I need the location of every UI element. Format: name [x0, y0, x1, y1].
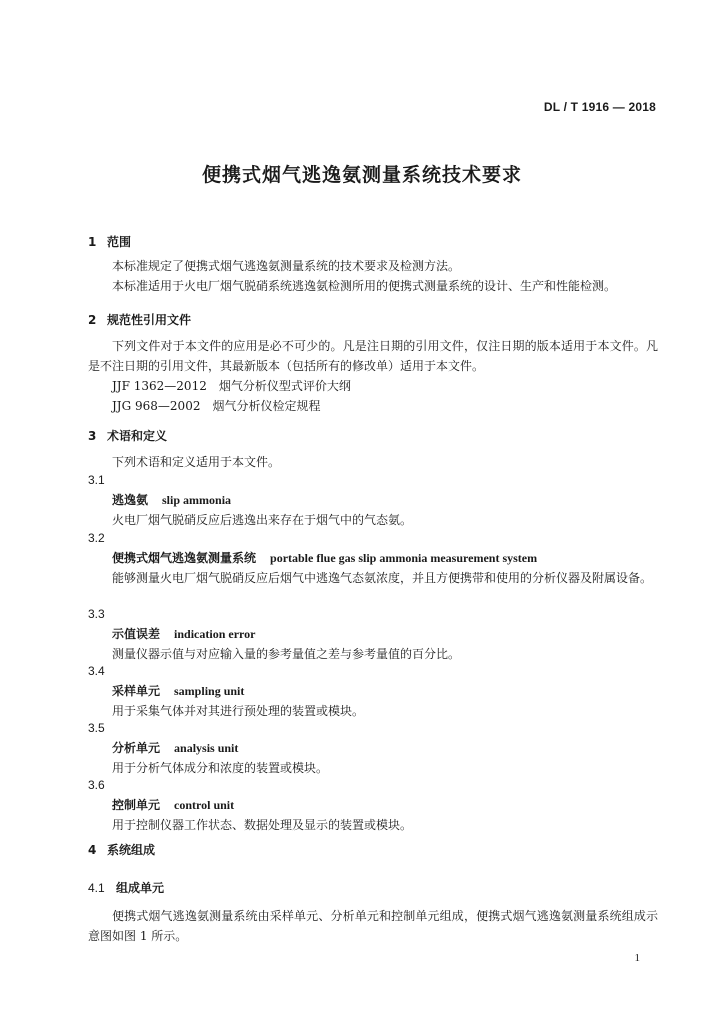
section-3: [88, 426, 658, 472]
subsection-title: 组成单元: [116, 881, 165, 895]
section-number: 4: [88, 843, 97, 857]
term-3-2: [88, 528, 658, 588]
term-3-5: [88, 718, 658, 778]
section-title: 范围: [107, 235, 132, 249]
section-number: 3: [88, 429, 97, 443]
term-en: sampling unit: [174, 684, 245, 698]
subsection-4-1: [88, 878, 658, 946]
subsection-heading: [88, 878, 658, 898]
section-1: [88, 232, 658, 296]
term-zh: 便携式烟气逃逸氨测量系统: [112, 551, 257, 565]
clause-number: 3.2: [88, 531, 105, 545]
term-definition: 用于采集气体并对其进行预处理的装置或模块。: [112, 704, 365, 718]
term-zh: 逃逸氨: [112, 493, 149, 507]
section-heading: [88, 310, 658, 330]
term-definition: 火电厂烟气脱硝反应后逃逸出来存在于烟气中的气态氨。: [112, 513, 413, 527]
term-definition: 测量仪器示值与对应输入量的参考量值之差与参考量值的百分比。: [112, 647, 461, 661]
term-heading: [88, 795, 658, 815]
clause-number: 3.5: [88, 721, 105, 735]
section-heading: [88, 426, 658, 446]
section-title: 术语和定义: [107, 429, 168, 443]
term-zh: 采样单元: [112, 684, 161, 698]
page-number: 1: [634, 952, 640, 964]
section-title: 系统组成: [107, 843, 156, 857]
term-en: control unit: [174, 798, 235, 812]
section-number: 2: [88, 313, 97, 327]
term-3-6: [88, 775, 658, 835]
section-title: 规范性引用文件: [107, 313, 192, 327]
term-heading: [88, 490, 658, 510]
subsection-number: 4.1: [88, 881, 105, 895]
term-en: indication error: [174, 627, 256, 641]
standard-code: DL / T 1916 — 2018: [543, 100, 656, 114]
term-definition: 能够测量火电厂烟气脱硝反应后烟气中逃逸气态氨浓度，并且方便携带和使用的分析仪器及附属设备。: [112, 571, 653, 585]
term-3-4: [88, 661, 658, 721]
clause-number: 3.4: [88, 664, 105, 678]
paragraph: 便携式烟气逃逸氨测量系统由采样单元、分析单元和控制单元组成，便携式烟气逃逸氨测量系统组成示意图如图 1 所示。: [88, 909, 658, 943]
term-zh: 分析单元: [112, 741, 161, 755]
paragraph: 本标准适用于火电厂烟气脱硝系统逃逸氨检测所用的便携式测量系统的设计、生产和性能检测。: [112, 279, 617, 293]
paragraph: 下列文件对于本文件的应用是必不可少的。凡是注日期的引用文件，仅注日期的版本适用于本文件。凡是不注日期的引用文件，其最新版本（包括所有的修改单）适用于本文件。: [88, 339, 658, 373]
term-heading: [88, 548, 658, 568]
term-3-1: [88, 470, 658, 530]
term-heading: [88, 624, 658, 644]
term-3-3: [88, 604, 658, 664]
clause-number: 3.6: [88, 778, 105, 792]
section-heading: [88, 840, 658, 860]
section-2: [88, 310, 658, 416]
section-4: [88, 840, 658, 860]
term-zh: 示值误差: [112, 627, 161, 641]
term-heading: [88, 681, 658, 701]
term-zh: 控制单元: [112, 798, 161, 812]
clause-number: 3.1: [88, 473, 105, 487]
document-title: 便携式烟气逃逸氨测量系统技术要求: [201, 164, 522, 186]
term-en: portable flue gas slip ammonia measurement system: [270, 551, 538, 565]
term-definition: 用于分析气体成分和浓度的装置或模块。: [112, 761, 329, 775]
paragraph: 下列术语和定义适用于本文件。: [112, 455, 281, 469]
reference-item: JJG 968—2002 烟气分析仪检定规程: [112, 399, 321, 413]
term-definition: 用于控制仪器工作状态、数据处理及显示的装置或模块。: [112, 818, 413, 832]
clause-number: 3.3: [88, 607, 105, 621]
reference-item: JJF 1362—2012 烟气分析仪型式评价大纲: [112, 379, 351, 393]
term-en: slip ammonia: [162, 493, 232, 507]
term-en: analysis unit: [174, 741, 239, 755]
paragraph: 本标准规定了便携式烟气逃逸氨测量系统的技术要求及检测方法。: [112, 259, 461, 273]
section-number: 1: [88, 235, 97, 249]
term-heading: [88, 738, 658, 758]
section-heading: [88, 232, 658, 252]
